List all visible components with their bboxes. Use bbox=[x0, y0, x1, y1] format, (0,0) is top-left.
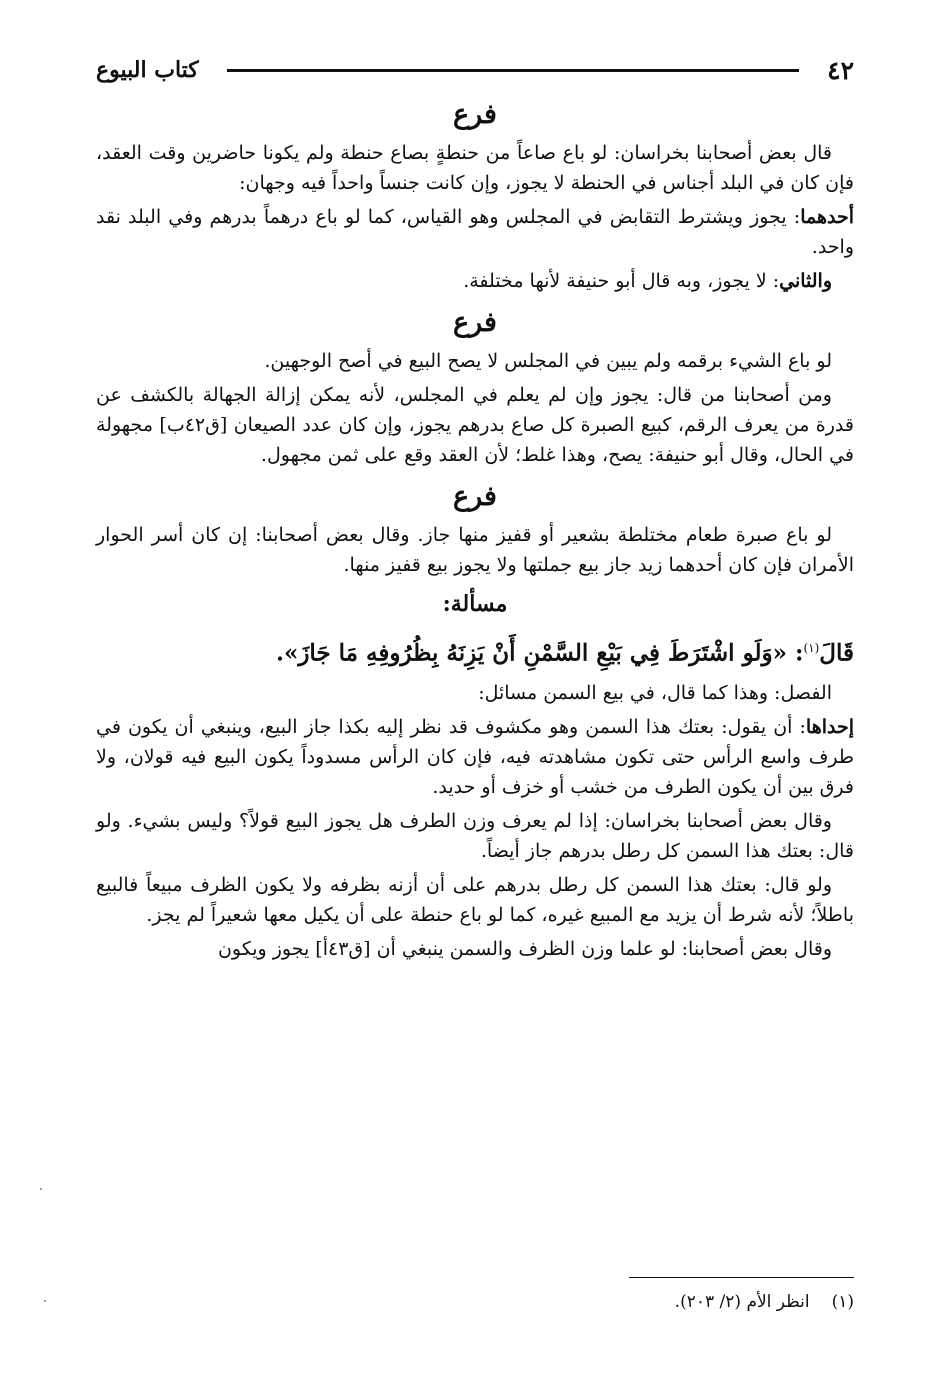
matn-text: : «وَلَو اشْتَرَطَ فِي بَيْعِ السَّمْنِ أَنْ يَزِنَهُ بِظُرُوفِهِ مَا جَازَ». bbox=[275, 639, 804, 667]
matn-quote bbox=[96, 628, 854, 674]
paragraph-5: ومن أصحابنا من قال: يجوز وإن لم يعلم في المجلس، لأنه يمكن إزالة الجهالة بالكشف عن قدرة من يعرف الرقم، كبيع الصبرة كل صاع بدرهم يجوز، وإن كان عدد الصيعان [ق٤٢ب] مجهولة في الحال، وقال أبو حنيفة: يصح، وهذا غلط؛ لأن العقد وقع على ثمن مجهول. bbox=[96, 384, 854, 466]
page-header bbox=[96, 50, 854, 90]
paragraph-4: لو باع الشيء برقمه ولم يبين في المجلس لا يصح البيع في أصح الوجهين. bbox=[264, 350, 832, 372]
footnote-text: انظر الأم (٢/ ٢٠٣). bbox=[674, 1292, 810, 1312]
header-rule bbox=[227, 69, 799, 72]
paragraph-2-lead: أحدهما bbox=[800, 206, 854, 228]
paragraph-2-text: : يجوز ويشترط التقابض في المجلس وهو القياس، كما لو باع درهماً بدرهم وفي البلد نقد واحد. bbox=[96, 206, 854, 258]
section-title-far-2: فرع bbox=[453, 307, 497, 338]
margin-speck bbox=[40, 1188, 42, 1190]
page-body bbox=[96, 92, 854, 968]
paragraph-9: وقال بعض أصحابنا بخراسان: إذا لم يعرف وزن الطرف هل يجوز البيع قولاً؟ وليس بشيء. ولو قال: بعتك هذا السمن كل رطل بدرهم جاز أيضاً. bbox=[96, 809, 854, 862]
paragraph-11: وقال بعض أصحابنا: لو علما وزن الظرف والسمن ينبغي أن [ق٤٣أ] يجوز ويكون bbox=[217, 937, 832, 960]
paragraph-7: الفصل: وهذا كما قال، في بيع السمن مسائل: bbox=[478, 681, 832, 704]
paragraph-2 bbox=[96, 202, 854, 262]
paragraph-3-lead: والثاني bbox=[779, 270, 832, 292]
masala-title: مسألة: bbox=[442, 591, 508, 617]
paragraph-8 bbox=[96, 712, 854, 802]
footnote-rule bbox=[629, 1277, 854, 1278]
section-title-far-3: فرع bbox=[453, 481, 497, 512]
footnote bbox=[96, 1288, 854, 1316]
paragraph-8-lead: إحداها bbox=[805, 715, 854, 738]
page-number: ٤٢ bbox=[827, 55, 854, 85]
footnote-number: (١) bbox=[831, 1292, 854, 1312]
paragraph-6: لو باع صبرة طعام مختلطة بشعير أو قفيز منها جاز. وقال بعض أصحابنا: إن كان أسر الحوار الأمران فإن كان أحدهما زيد جاز بيع جملتها ولا يجوز بيع قفيز منها. bbox=[96, 524, 854, 576]
paragraph-10: ولو قال: بعتك هذا السمن كل رطل بدرهم على أن أزنه بظرفه ولا يكون الظرف مبيعاً فالبيع باطلاً؛ لأنه شرط أن يزيد مع المبيع غيره، كما لو باع حنطة على أن يكيل معها شعيراً لم يجز. bbox=[96, 873, 854, 926]
paragraph-1: قال بعض أصحابنا بخراسان: لو باع صاعاً من حنطةٍ بصاع حنطة ولم يكونا حاضرين وقت العقد، فإن كان في البلد أجناس في الحنطة لا يجوز، وإن كانت جنساً واحداً فيه وجهان: bbox=[96, 142, 854, 194]
paragraph-8-text: : أن يقول: بعتك هذا السمن وهو مكشوف قد نظر إليه بكذا جاز البيع، وينبغي أن يكون في طرف واسع الرأس حتى تكون مشاهدته فيه، فإن كان الرأس مسدوداً يكون البيع فيه قولان، ولا فرق بين أن يكون الطرف من خشب أو خزف أو حديد. bbox=[96, 715, 854, 798]
running-title: كتاب البيوع bbox=[96, 57, 199, 83]
footnote-reference: (١) bbox=[803, 641, 820, 655]
paragraph-3-text: : لا يجوز، وبه قال أبو حنيفة لأنها مختلفة. bbox=[463, 270, 780, 292]
paragraph-3 bbox=[96, 266, 854, 296]
margin-speck bbox=[44, 1300, 46, 1302]
matn-qal: قَالَ bbox=[819, 639, 854, 667]
section-title-far-1: فرع bbox=[453, 99, 497, 130]
